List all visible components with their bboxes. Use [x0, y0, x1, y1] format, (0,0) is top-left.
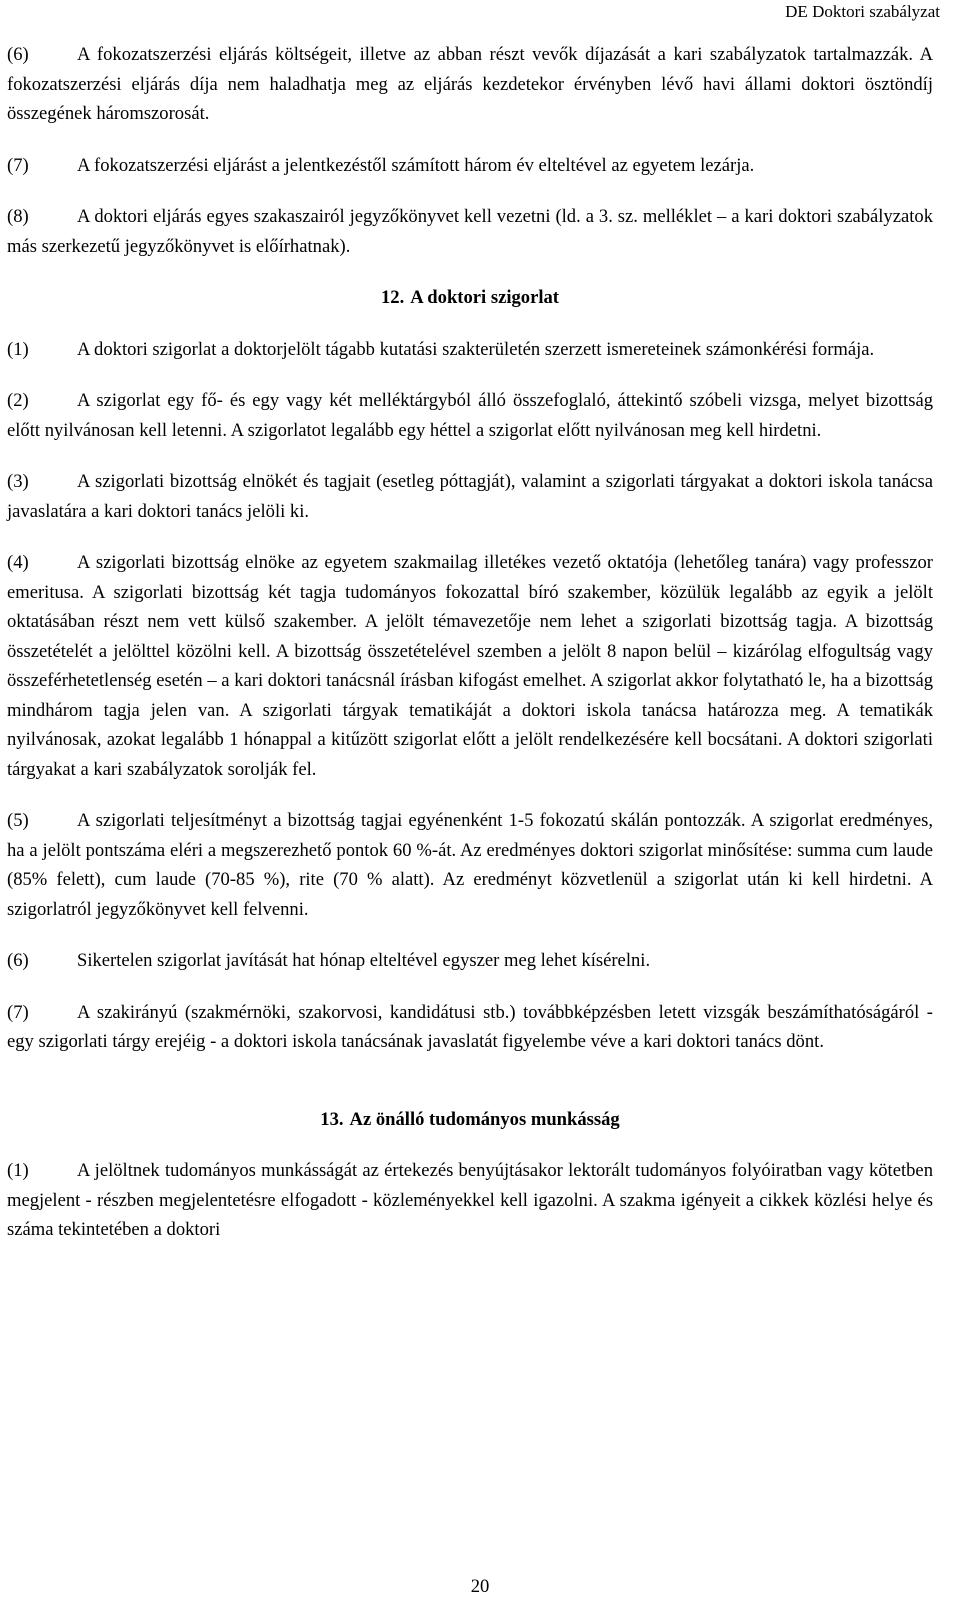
paragraph-number: (2) [7, 390, 29, 411]
paragraph-text: A szigorlati bizottság elnökét és tagjait (esetleg póttagját), valamint a szigorlati tárgyakat a doktori iskola tanácsa javaslatára a kari doktori tanács jelöli ki. [7, 471, 933, 522]
paragraph-number: (6) [7, 950, 29, 971]
paragraph-number: (5) [7, 810, 29, 831]
paragraph-number: (8) [7, 206, 29, 227]
paragraph-text: A doktori szigorlat a doktorjelölt tágabb kutatási szakterületén szerzett ismereteinek számonkérési formája. [77, 338, 875, 360]
section-title: Az önálló tudományos munkásság [349, 1108, 620, 1130]
paragraph-number: (1) [7, 338, 29, 360]
paragraph-text: A fokozatszerzési eljárás költségeit, illetve az abban részt vevők díjazását a kari szabályzatok tartalmazzák. A fokozatszerzési eljárás díja nem haladhatja meg az eljárás kezdetekor érvényben lévő havi állami doktori ösztöndíj összegének háromszorosát. [7, 44, 933, 124]
paragraph-text: A szigorlati teljesítményt a bizottság tagjai egyénenként 1-5 fokozatú skálán pontozzák. A szigorlat eredményes, ha a jelölt pontszáma eléri a megszerezhető pontok 60 %-át. Az eredményes doktori szigorlat minősítése: summa cum laude (85% felett), cum laude (70-85 %), rite (70 % alatt). Az eredményt közvetlenül a szigorlat után ki kell hirdetni. A szigorlatról jegyzőkönyvet kell felvenni. [7, 810, 933, 920]
running-header: DE Doktori szabályzat [785, 2, 940, 21]
paragraph [7, 151, 933, 181]
paragraph [7, 335, 933, 365]
section-number: 12. [381, 287, 405, 308]
paragraph-text: A szigorlat egy fő- és egy vagy két melléktárgyból álló összefoglaló, áttekintő szóbeli vizsga, melyet bizottság előtt nyilvánosan kell letenni. A szigorlatot legalább egy héttel a szigorlat előtt nyilvánosan meg kell hirdetni. [7, 390, 933, 441]
paragraph [7, 548, 933, 784]
paragraph-text: A szigorlati bizottság elnöke az egyetem szakmailag illetékes vezető oktatója (lehetőleg tanára) vagy professzor emeritusa. A szigorlati bizottság két tagja tudományos fokozattal bíró szakember, közülük legalább az egyik a jelölt oktatásában részt nem vett külső szakember. A jelölt témavezetője nem lehet a szigorlati bizottság tagja. A bizottság összetételét a jelölttel közölni kell. A bizottság összetételével szemben a jelölt 8 napon belül – kizárólag elfogultság vagy összeférhetetlenség esetén – a kari doktori tanácsnál írásban kifogást emelhet. A szigorlat akkor folytatható le, ha a bizottság mindhárom tagja jelen van. A szigorlati tárgyak tematikáját a doktori iskola tanácsa határozza meg. A tematikák nyilvánosak, azokat legalább 1 hónappal a kitűzött szigorlat előtt a jelölt rendelkezésére kell bocsátani. A doktori szigorlati tárgyakat a kari szabályzatok sorolják fel. [7, 552, 933, 780]
paragraph-number: (1) [7, 1160, 29, 1181]
paragraph-number: (6) [7, 44, 29, 65]
paragraph [7, 40, 933, 129]
paragraph-number: (7) [7, 154, 29, 176]
paragraph-text: A doktori eljárás egyes szakaszairól jegyzőkönyvet kell vezetni (ld. a 3. sz. melléklet – a kari doktori szabályzatok más szerkezetű jegyzőkönyvet is előírhatnak). [7, 206, 933, 257]
paragraph [7, 1156, 933, 1245]
page-number: 20 [470, 1576, 490, 1597]
paragraph-text: A jelöltnek tudományos munkásságát az értekezés benyújtásakor lektorált tudományos folyóiratban vagy kötetben megjelent - részben megjelentetésre elfogadott - közleményekkel kell igazolni. A szakma igényeit a cikkek közlési helye és száma tekintetében a doktori [7, 1160, 933, 1240]
section-title: A doktori szigorlat [410, 287, 559, 308]
paragraph-text: Sikertelen szigorlat javítását hat hónap elteltével egyszer meg lehet kísérelni. [77, 950, 651, 971]
paragraph-number: (3) [7, 471, 29, 492]
paragraph-text: A szakirányú (szakmérnöki, szakorvosi, kandidátusi stb.) továbbképzésben letett vizsgák beszámíthatóságáról - egy szigorlati tárgy erejéig - a doktori iskola tanácsának javaslatát figyelembe véve a kari doktori tanács dönt. [7, 1001, 933, 1052]
paragraph [7, 946, 933, 976]
section-number: 13. [320, 1108, 344, 1130]
document-body [7, 40, 933, 1267]
section-heading [7, 283, 933, 313]
paragraph [7, 386, 933, 445]
paragraph [7, 998, 933, 1057]
paragraph-text: A fokozatszerzési eljárást a jelentkezéstől számított három év elteltével az egyetem lezárja. [77, 154, 755, 176]
paragraph [7, 806, 933, 924]
section-heading [7, 1105, 933, 1135]
paragraph [7, 467, 933, 526]
paragraph-number: (4) [7, 552, 29, 573]
paragraph [7, 202, 933, 261]
paragraph-number: (7) [7, 1001, 29, 1023]
